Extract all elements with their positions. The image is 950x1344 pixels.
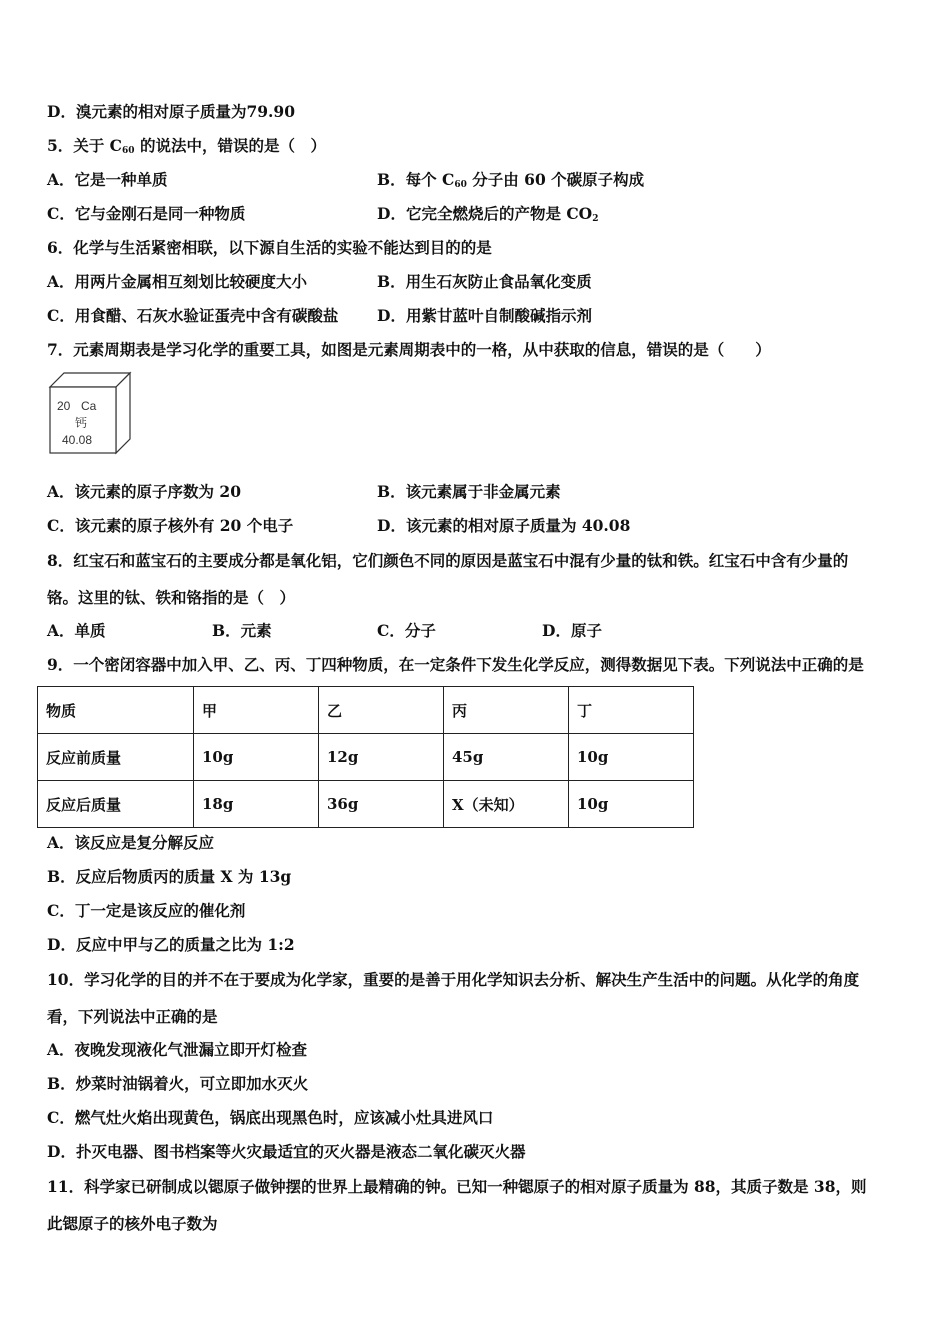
- q4-option-d: D．溴元素的相对原子质量为79.90: [47, 102, 295, 121]
- q7-option-c: C．该元素的原子核外有 20 个电子: [47, 516, 294, 535]
- q6-option-b: B．用生石灰防止食品氧化变质: [377, 272, 592, 291]
- q9-option-a: A．该反应是复分解反应: [47, 833, 215, 852]
- q11-stem-line2: 此锶原子的核外电子数为: [47, 1214, 218, 1233]
- table-cell: 10g: [194, 734, 319, 781]
- q7-option-b: B．该元素属于非金属元素: [377, 482, 561, 501]
- q9-option-c: C．丁一定是该反应的催化剂: [47, 901, 246, 920]
- q9-data-table: [37, 686, 694, 828]
- element-card-calcium: [47, 370, 133, 456]
- table-row: [38, 734, 694, 781]
- q6-stem: 6．化学与生活紧密相联，以下源自生活的实验不能达到目的的是: [47, 238, 492, 257]
- table-cell: 10g: [569, 781, 694, 828]
- q9-option-b: B．反应后物质丙的质量 X 为 13g: [47, 867, 292, 886]
- q7-stem: 7．元素周期表是学习化学的重要工具，如图是元素周期表中的一格，从中获取的信息，错误的是（ ）: [47, 340, 771, 359]
- q10-option-b: B．炒菜时油锅着火，可立即加水灭火: [47, 1074, 309, 1093]
- q10-option-d: D．扑灭电器、图书档案等火灾最适宜的灭火器是液态二氧化碳灭火器: [47, 1142, 526, 1161]
- table-row: [38, 781, 694, 828]
- q10-option-a: A．夜晚发现液化气泄漏立即开灯检查: [47, 1040, 308, 1059]
- q8-option-b: B．元素: [212, 621, 272, 640]
- q5-option-b: B．每个 $C_{60}$ 分子由 60 个碳原子构成: [377, 170, 645, 190]
- q8-option-c: C．分子: [377, 621, 436, 640]
- q7-option-a: A．该元素的原子序数为 20: [47, 482, 241, 501]
- table-cell: 45g: [444, 734, 569, 781]
- q9-option-d: D．反应中甲与乙的质量之比为 1:2: [47, 935, 295, 954]
- q8-option-a: A．单质: [47, 621, 106, 640]
- q6-option-a: A．用两片金属相互刻划比较硬度大小: [47, 272, 308, 291]
- q8-stem-line1: 8．红宝石和蓝宝石的主要成分都是氧化铝，它们颜色不同的原因是蓝宝石中混有少量的钛和铁。红宝石中含有少量的: [47, 551, 849, 570]
- table-cell: 12g: [319, 734, 444, 781]
- element-number: 20: [57, 399, 71, 413]
- q9-stem: 9．一个密闭容器中加入甲、乙、丙、丁四种物质，在一定条件下发生化学反应，测得数据见下表。下列说法中正确的是: [47, 655, 864, 674]
- table-cell: 36g: [319, 781, 444, 828]
- q5-stem: 5．关于 $C_{60}$ 的说法中，错误的是（ ）: [47, 136, 326, 156]
- element-mass: 40.08: [62, 433, 93, 447]
- q8-stem-line2: 铬。这里的钛、铁和铬指的是（ ）: [47, 588, 296, 607]
- q7-option-d: D．该元素的相对原子质量为 40.08: [377, 516, 631, 535]
- table-cell: 甲: [194, 687, 319, 734]
- table-cell: 乙: [319, 687, 444, 734]
- q6-option-c: C．用食醋、石灰水验证蛋壳中含有碳酸盐: [47, 306, 339, 325]
- q11-stem-line1: 11．科学家已研制成以锶原子做钟摆的世界上最精确的钟。已知一种锶原子的相对原子质量为 88，其质子数是 38，则: [47, 1177, 867, 1196]
- element-name: 钙: [75, 416, 88, 430]
- table-cell: 丁: [569, 687, 694, 734]
- q5-option-a: A．它是一种单质: [47, 170, 168, 189]
- q5-option-c: C．它与金刚石是同一种物质: [47, 204, 246, 223]
- q8-option-d: D．原子: [542, 621, 602, 640]
- table-cell: 反应后质量: [38, 781, 194, 828]
- q6-option-d: D．用紫甘蓝叶自制酸碱指示剂: [377, 306, 592, 325]
- q10-stem-line1: 10．学习化学的目的并不在于要成为化学家，重要的是善于用化学知识去分析、解决生产生活中的问题。从化学的角度: [47, 970, 860, 989]
- q10-option-c: C．燃气灶火焰出现黄色，锅底出现黑色时，应该减小灶具进风口: [47, 1108, 494, 1127]
- q5-option-d: D．它完全燃烧后的产物是 $CO_2$: [377, 204, 599, 224]
- q10-stem-line2: 看，下列说法中正确的是: [47, 1007, 218, 1026]
- table-cell: 物质: [38, 687, 194, 734]
- table-cell: 丙: [444, 687, 569, 734]
- table-cell: 10g: [569, 734, 694, 781]
- table-cell: 反应前质量: [38, 734, 194, 781]
- element-card-cube: [47, 370, 133, 456]
- table-cell: 18g: [194, 781, 319, 828]
- table-row: [38, 687, 694, 734]
- table-cell: X（未知）: [444, 781, 569, 828]
- element-symbol: Ca: [81, 399, 97, 413]
